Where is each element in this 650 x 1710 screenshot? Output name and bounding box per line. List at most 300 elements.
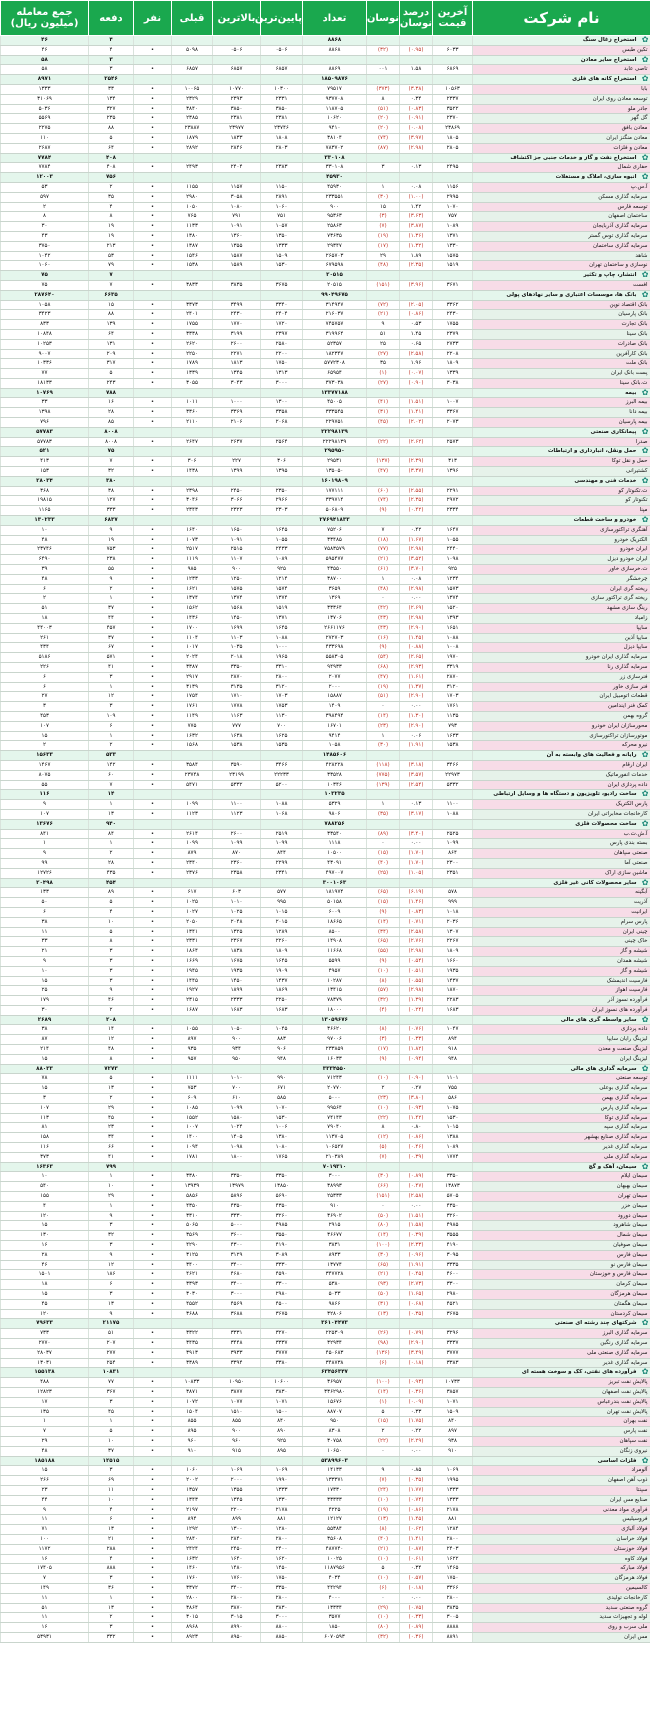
header-high[interactable]: بالاترین — [213, 1, 261, 36]
table-row[interactable] — [1, 545, 650, 555]
high-cell: ۱۴۰۵ — [213, 1133, 261, 1143]
high-cell: ۳۰۱۵ — [213, 1613, 261, 1623]
table-row[interactable] — [1, 1427, 650, 1437]
table-row[interactable] — [1, 310, 650, 320]
sector-row[interactable] — [1, 1319, 650, 1329]
table-row[interactable] — [1, 849, 650, 859]
table-row[interactable] — [1, 378, 650, 388]
last-price-cell: ۳۲۶۰ — [433, 1211, 473, 1221]
company-name — [473, 300, 650, 310]
change-cell: (۲۱) — [367, 1544, 400, 1554]
table-row[interactable] — [1, 917, 650, 927]
table-row[interactable] — [1, 663, 650, 673]
change-cell: (۱۰) — [367, 1554, 400, 1564]
table-row[interactable] — [1, 937, 650, 947]
trades-cell: ۵۷۱ — [89, 653, 134, 663]
change-cell: (۳۲) — [367, 996, 400, 1006]
table-row[interactable] — [1, 1250, 650, 1260]
table-row[interactable] — [1, 1554, 650, 1564]
name-text: گل گهر — [630, 115, 648, 122]
table-row[interactable] — [1, 192, 650, 202]
high-cell: ۶۱۰ — [213, 1094, 261, 1104]
header-company[interactable]: نام شرکت — [473, 1, 650, 36]
volume-cell: ۵۵۳۸۴ — [303, 1525, 367, 1535]
table-row[interactable] — [1, 1358, 650, 1368]
header-volume[interactable]: تعداد — [303, 1, 367, 36]
table-row[interactable] — [1, 956, 650, 966]
last-price-cell: ۳۳۶۶ — [433, 1583, 473, 1593]
header-trades[interactable]: دفعه — [89, 1, 134, 36]
trades-cell: ۲۱ — [89, 1534, 134, 1544]
sector-row[interactable] — [1, 173, 650, 183]
low-cell: ۱۸۰۸ — [261, 133, 303, 143]
last-price-cell: ۱۶۵۱ — [433, 623, 473, 633]
table-row[interactable] — [1, 907, 650, 917]
table-row[interactable] — [1, 780, 650, 790]
flower-icon: ✿ — [641, 1456, 649, 1465]
table-row[interactable] — [1, 182, 650, 192]
table-row[interactable] — [1, 1495, 650, 1505]
table-row[interactable] — [1, 623, 650, 633]
table-row[interactable] — [1, 966, 650, 976]
table-row[interactable] — [1, 496, 650, 506]
table-row[interactable] — [1, 1338, 650, 1348]
table-row[interactable] — [1, 231, 650, 241]
table-row[interactable] — [1, 770, 650, 780]
table-row[interactable] — [1, 1309, 650, 1319]
table-row[interactable] — [1, 1417, 650, 1427]
change-percent-cell — [400, 1368, 433, 1378]
table-row[interactable] — [1, 535, 650, 545]
table-row[interactable] — [1, 1407, 650, 1417]
total-value-cell: ۳۹ — [1, 565, 89, 575]
table-row[interactable] — [1, 1397, 650, 1407]
sector-row[interactable] — [1, 271, 650, 281]
table-row[interactable] — [1, 84, 650, 94]
table-row[interactable] — [1, 349, 650, 359]
table-row[interactable] — [1, 1094, 650, 1104]
table-row[interactable] — [1, 829, 650, 839]
low-cell: ۳۳۳۷ — [261, 1338, 303, 1348]
table-row[interactable] — [1, 643, 650, 653]
persons-cell: • — [134, 1074, 172, 1084]
table-row[interactable] — [1, 1290, 650, 1300]
last-price-cell — [433, 153, 473, 163]
sector-row[interactable] — [1, 1162, 650, 1172]
table-row[interactable] — [1, 1270, 650, 1280]
low-cell: ۲۸۹۱ — [261, 192, 303, 202]
table-row[interactable] — [1, 555, 650, 565]
company-name — [473, 829, 650, 839]
change-percent-cell: ۰.۲۲ — [400, 1427, 433, 1437]
table-row[interactable] — [1, 898, 650, 908]
table-row[interactable] — [1, 1505, 650, 1515]
last-price-cell: ۲۲۹۱ — [433, 486, 473, 496]
total-value-cell: ۱۳۰۲۳۳ — [1, 516, 89, 526]
last-price-cell: ۳۳۵۰ — [433, 1172, 473, 1182]
flower-icon: ✿ — [641, 1318, 649, 1328]
table-row[interactable] — [1, 241, 650, 251]
table-row[interactable] — [1, 682, 650, 692]
table-row[interactable] — [1, 65, 650, 75]
sector-row[interactable] — [1, 516, 650, 526]
table-row[interactable] — [1, 1436, 650, 1446]
trades-cell: ۷ — [89, 280, 134, 290]
table-row[interactable] — [1, 868, 650, 878]
change-percent-cell: (۰.۷۵) — [400, 1603, 433, 1613]
table-row[interactable] — [1, 1054, 650, 1064]
table-row[interactable] — [1, 300, 650, 310]
sector-row[interactable] — [1, 819, 650, 829]
table-row[interactable] — [1, 1564, 650, 1574]
previous-cell: ۳۸۳۳ — [172, 280, 213, 290]
change-cell: (۱۷) — [367, 1045, 400, 1055]
table-row[interactable] — [1, 584, 650, 594]
table-row[interactable] — [1, 1260, 650, 1270]
previous-cell: ۲۶۴۷ — [172, 437, 213, 447]
volume-cell: ۳۴۸۷۳۸ — [303, 1358, 367, 1368]
sector-row[interactable] — [1, 388, 650, 398]
table-row[interactable] — [1, 1613, 650, 1623]
change-cell: ۱۵ — [367, 202, 400, 212]
table-row[interactable] — [1, 320, 650, 330]
sector-row[interactable] — [1, 790, 650, 800]
table-row[interactable] — [1, 574, 650, 584]
table-row[interactable] — [1, 614, 650, 624]
previous-cell: ۱۰۰۶۵ — [172, 84, 213, 94]
table-row[interactable] — [1, 1515, 650, 1525]
header-change[interactable]: نوسان — [367, 1, 400, 36]
total-value-cell: ۶ — [1, 682, 89, 692]
sector-name — [473, 36, 650, 46]
table-row[interactable] — [1, 94, 650, 104]
table-row[interactable] — [1, 329, 650, 339]
trades-cell: ۱۰ — [89, 1495, 134, 1505]
table-row[interactable] — [1, 212, 650, 222]
last-price-cell: ۸۹۴ — [433, 1035, 473, 1045]
table-row[interactable] — [1, 633, 650, 643]
sector-row[interactable] — [1, 36, 650, 46]
sector-row[interactable] — [1, 878, 650, 888]
sector-row[interactable] — [1, 1064, 650, 1074]
table-row[interactable] — [1, 1603, 650, 1613]
sector-row[interactable] — [1, 75, 650, 85]
table-row[interactable] — [1, 1348, 650, 1358]
last-price-cell: ۱۰۱۸ — [433, 907, 473, 917]
table-row[interactable] — [1, 1025, 650, 1035]
total-value-cell: ۸۳۳ — [1, 320, 89, 330]
table-row[interactable] — [1, 359, 650, 369]
sector-row[interactable] — [1, 290, 650, 300]
table-row[interactable] — [1, 1045, 650, 1055]
table-row[interactable] — [1, 339, 650, 349]
table-row[interactable] — [1, 1172, 650, 1182]
table-row[interactable] — [1, 731, 650, 741]
table-row[interactable] — [1, 741, 650, 751]
table-row[interactable] — [1, 1583, 650, 1593]
table-row[interactable] — [1, 1074, 650, 1084]
trades-cell: ۷ — [89, 271, 134, 281]
table-row[interactable] — [1, 1123, 650, 1133]
trades-cell: ۱۴ — [89, 790, 134, 800]
high-cell: ۲۴۵۰ — [213, 1544, 261, 1554]
name-text: نفت بهران — [623, 1418, 648, 1425]
table-row[interactable] — [1, 1544, 650, 1554]
sector-row[interactable] — [1, 1015, 650, 1025]
low-cell — [261, 447, 303, 457]
table-row[interactable] — [1, 163, 650, 173]
table-row[interactable] — [1, 124, 650, 134]
low-cell: ۱۸۰۹ — [261, 947, 303, 957]
sector-row[interactable] — [1, 751, 650, 761]
persons-cell: • — [134, 192, 172, 202]
table-row[interactable] — [1, 721, 650, 731]
name-text: پالایش نفت بندرعباس — [597, 1398, 648, 1405]
table-row[interactable] — [1, 398, 650, 408]
change-percent-cell: (۳.۹۶) — [400, 280, 433, 290]
table-row[interactable] — [1, 1084, 650, 1094]
volume-cell: ۵۰۰۰ — [303, 1094, 367, 1104]
table-row[interactable] — [1, 1211, 650, 1221]
table-row[interactable] — [1, 1231, 650, 1241]
trades-cell: ۳ — [89, 966, 134, 976]
table-row[interactable] — [1, 457, 650, 467]
table-row[interactable] — [1, 104, 650, 114]
table-row[interactable] — [1, 711, 650, 721]
table-row[interactable] — [1, 760, 650, 770]
trades-cell: ۸۹ — [89, 888, 134, 898]
header-last-price[interactable]: آخرین قیمت — [433, 1, 473, 36]
table-row[interactable] — [1, 1280, 650, 1290]
table-row[interactable] — [1, 280, 650, 290]
table-row[interactable] — [1, 604, 650, 614]
previous-cell: ۳۰۳۰ — [172, 1290, 213, 1300]
table-row[interactable] — [1, 261, 650, 271]
table-row[interactable] — [1, 809, 650, 819]
volume-cell: ۱۴۱۳۳ — [303, 1466, 367, 1476]
table-row[interactable] — [1, 1476, 650, 1486]
sector-row[interactable] — [1, 447, 650, 457]
volume-cell: ۱۰۲۸۷ — [303, 976, 367, 986]
name-text: فلزات اساسی — [597, 1457, 637, 1464]
company-name — [473, 1515, 650, 1525]
table-row[interactable] — [1, 1152, 650, 1162]
table-row[interactable] — [1, 858, 650, 868]
table-row[interactable] — [1, 692, 650, 702]
trades-cell: ۴۰۸ — [89, 153, 134, 163]
table-row[interactable] — [1, 467, 650, 477]
persons-cell: • — [134, 1182, 172, 1192]
company-name — [473, 1397, 650, 1407]
last-price-cell — [433, 516, 473, 526]
table-row[interactable] — [1, 506, 650, 516]
last-price-cell — [433, 447, 473, 457]
table-row[interactable] — [1, 839, 650, 849]
change-cell: (۱۱۸) — [367, 760, 400, 770]
high-cell: ۸۹۹ — [213, 1515, 261, 1525]
header-previous[interactable]: قبلی — [172, 1, 213, 36]
total-value-cell: ۱۰۰ — [1, 1534, 89, 1544]
name-text: ایران خودرو دیزل — [607, 556, 648, 563]
table-row[interactable] — [1, 133, 650, 143]
change-cell: (۳۱) — [367, 1299, 400, 1309]
change-percent-cell: ۰.۳۴ — [400, 94, 433, 104]
previous-cell: ۲۳۱۵ — [172, 996, 213, 1006]
table-row[interactable] — [1, 1143, 650, 1153]
table-row[interactable] — [1, 702, 650, 712]
table-row[interactable] — [1, 986, 650, 996]
table-row[interactable] — [1, 45, 650, 55]
trades-cell: ۱۱ — [89, 1485, 134, 1495]
high-cell: ۱۱۰۷ — [213, 555, 261, 565]
table-row[interactable] — [1, 1593, 650, 1603]
table-row[interactable] — [1, 437, 650, 447]
table-row[interactable] — [1, 1446, 650, 1456]
previous-cell — [172, 75, 213, 85]
high-cell: ۱۶۵۰ — [213, 525, 261, 535]
table-row[interactable] — [1, 369, 650, 379]
table-row[interactable] — [1, 114, 650, 124]
change-percent-cell: (۲.۹۸) — [400, 545, 433, 555]
change-percent-cell: (۰.۸۳) — [400, 907, 433, 917]
table-row[interactable] — [1, 408, 650, 418]
persons-cell: • — [134, 133, 172, 143]
trades-cell: ۵ — [89, 369, 134, 379]
high-cell: ۷۹۱ — [213, 212, 261, 222]
sector-row[interactable] — [1, 476, 650, 486]
change-cell: (۱۲) — [367, 1133, 400, 1143]
table-row[interactable] — [1, 486, 650, 496]
table-row[interactable] — [1, 947, 650, 957]
high-cell: ۲۳۹۷۷ — [213, 124, 261, 134]
table-row[interactable] — [1, 1485, 650, 1495]
header-persons[interactable]: نفر — [134, 1, 172, 36]
low-cell: ۴۳۵۰ — [261, 1201, 303, 1211]
trades-cell: ۴ — [89, 907, 134, 917]
last-price-cell: ۳۵۵۵ — [433, 1231, 473, 1241]
table-row[interactable] — [1, 672, 650, 682]
previous-cell: ۱۰۱۱ — [172, 398, 213, 408]
table-row[interactable] — [1, 525, 650, 535]
table-row[interactable] — [1, 1133, 650, 1143]
table-row[interactable] — [1, 888, 650, 898]
flower-icon: ✿ — [641, 153, 649, 162]
sector-row[interactable] — [1, 153, 650, 163]
previous-cell: ۶۰۹ — [172, 1094, 213, 1104]
previous-cell: ۱۵۵۲ — [172, 1113, 213, 1123]
sector-row[interactable] — [1, 55, 650, 65]
change-cell — [367, 75, 400, 85]
table-row[interactable] — [1, 418, 650, 428]
table-row[interactable] — [1, 1192, 650, 1202]
table-row[interactable] — [1, 565, 650, 575]
previous-cell: ۱۷۶۱ — [172, 702, 213, 712]
table-row[interactable] — [1, 1466, 650, 1476]
table-row[interactable] — [1, 1201, 650, 1211]
table-row[interactable] — [1, 1329, 650, 1339]
table-row[interactable] — [1, 976, 650, 986]
volume-cell: ۵۷۷۲۳۰۸ — [303, 359, 367, 369]
table-row[interactable] — [1, 1632, 650, 1642]
company-name — [473, 1299, 650, 1309]
table-row[interactable] — [1, 1574, 650, 1584]
change-cell: (۱۵۱) — [367, 1192, 400, 1202]
table-row[interactable] — [1, 1035, 650, 1045]
table-row[interactable] — [1, 1103, 650, 1113]
last-price-cell: ۱۳۰۷ — [433, 927, 473, 937]
name-text: سرمایه گذاری ملی — [603, 1153, 648, 1160]
high-cell: ۲۸۰۰ — [213, 1593, 261, 1603]
table-row[interactable] — [1, 1534, 650, 1544]
high-cell: ۱۴۵۰ — [213, 614, 261, 624]
total-value-cell: ۱۰۶۰ — [1, 261, 89, 271]
table-row[interactable] — [1, 1113, 650, 1123]
low-cell: ۱۳۳۰ — [261, 1495, 303, 1505]
company-name — [473, 1035, 650, 1045]
change-percent-cell: (۰.۶۱) — [400, 1554, 433, 1564]
sector-row[interactable] — [1, 427, 650, 437]
name-text: نفت پارس — [623, 1428, 648, 1435]
change-percent-cell: ۰.۲۷ — [400, 1084, 433, 1094]
volume-cell: ۵۵۸۳۰۵ — [303, 653, 367, 663]
table-row[interactable] — [1, 927, 650, 937]
table-row[interactable] — [1, 1378, 650, 1388]
table-row[interactable] — [1, 222, 650, 232]
total-value-cell: ۸۷ — [1, 1035, 89, 1045]
table-row[interactable] — [1, 1623, 650, 1633]
trades-cell: ۲۵۴۶ — [89, 75, 134, 85]
sector-row[interactable] — [1, 1368, 650, 1378]
table-row[interactable] — [1, 251, 650, 261]
low-cell: ۲۰۶۸ — [261, 418, 303, 428]
change-cell — [367, 55, 400, 65]
high-cell — [213, 75, 261, 85]
total-value-cell: ۲۳ — [1, 1485, 89, 1495]
persons-cell: • — [134, 682, 172, 692]
table-row[interactable] — [1, 594, 650, 604]
header-low[interactable]: پایین‌ترین — [261, 1, 303, 36]
high-cell: ۱۸۳۳ — [213, 133, 261, 143]
table-row[interactable] — [1, 996, 650, 1006]
table-row[interactable] — [1, 1005, 650, 1015]
sector-row[interactable] — [1, 1456, 650, 1466]
company-name — [473, 1280, 650, 1290]
table-row[interactable] — [1, 1182, 650, 1192]
trades-cell: ۳۸۰ — [89, 476, 134, 486]
change-cell: (۸۰) — [367, 1623, 400, 1633]
table-row[interactable] — [1, 653, 650, 663]
volume-cell: ۳۹۸۴۹۴ — [303, 711, 367, 721]
header-total-value[interactable]: جمع معامله (میلیون ریال) — [1, 1, 89, 36]
table-row[interactable] — [1, 800, 650, 810]
volume-cell: ۲۰۵۱۵ — [303, 271, 367, 281]
persons-cell: • — [134, 1250, 172, 1260]
table-row[interactable] — [1, 143, 650, 153]
table-row[interactable] — [1, 1221, 650, 1231]
high-cell: ۲۶۰۰ — [213, 339, 261, 349]
low-cell: ۲۴۰۰ — [261, 1544, 303, 1554]
low-cell: ۴۵۰۰ — [261, 1299, 303, 1309]
table-row[interactable] — [1, 1387, 650, 1397]
change-percent-cell: (۰.۱۸) — [400, 1583, 433, 1593]
header-change-percent[interactable]: درصد نوسان — [400, 1, 433, 36]
high-cell: ۱۳۴۵ — [213, 369, 261, 379]
table-row[interactable] — [1, 1299, 650, 1309]
table-row[interactable] — [1, 1525, 650, 1535]
table-row[interactable] — [1, 1241, 650, 1251]
table-row[interactable] — [1, 202, 650, 212]
change-percent-cell: (۰.۸۹) — [400, 1623, 433, 1633]
